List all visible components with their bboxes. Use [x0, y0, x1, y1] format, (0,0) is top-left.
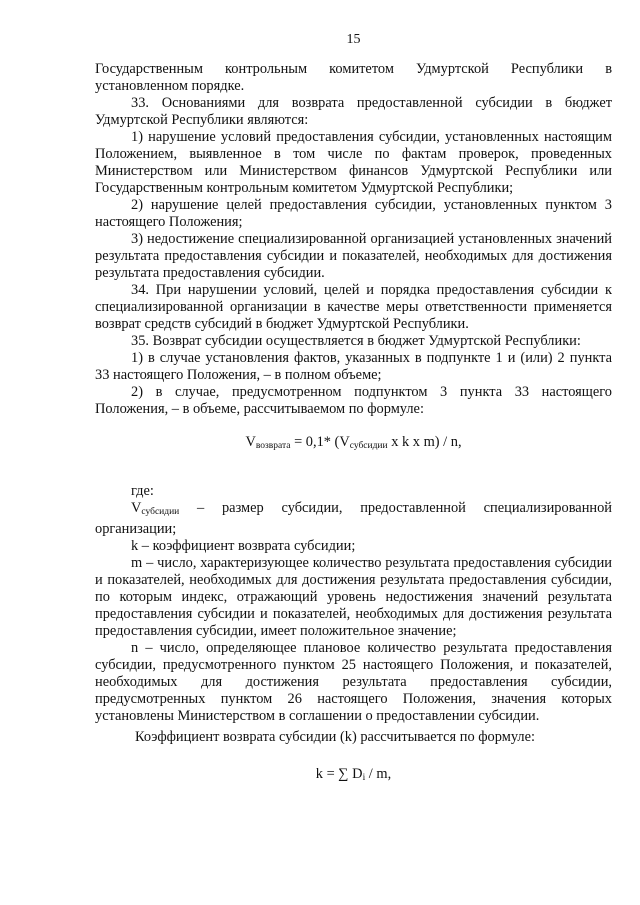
- formula-inner-subscript: субсидии: [349, 441, 388, 451]
- formula-coefficient: [95, 766, 612, 787]
- definition-m: m – число, характеризующее количество результата предоставления субсидии и показателей, необходимых для достижения результата предоставления субсидии, по которым индекс, отражающий уровень недостижения значений результата предоставления субсидии и показателей, необходимых для достижения результата предоставления субсидии, имеет положительное значение;: [95, 555, 612, 639]
- definition-k: k – коэффициент возврата субсидии;: [131, 538, 356, 554]
- formula2-subscript: i: [362, 773, 366, 783]
- definition-v: [95, 500, 612, 538]
- paragraph-35: 35. Возврат субсидии осуществляется в бюджет Удмуртской Республики:: [131, 333, 581, 349]
- formula-v-subscript: возврата: [255, 441, 291, 451]
- document-page: [95, 0, 612, 905]
- definition-n: n – число, определяющее плановое количество результата предоставления субсидии, предусмотренного пунктом 25 настоящего Положения, и показателей, необходимых для достижения результата предоставления субсидии, предусмотренных пунктом 26 настоящего Положения, значения которых установлены Министерством в соглашении о предоставлении субсидии.: [95, 640, 612, 724]
- paragraph-34: 34. При нарушении условий, целей и порядка предоставления субсидии к специализированной организации в качестве меры ответственности применяется возврат средств субсидий в бюджет Удмуртской Республики.: [95, 282, 612, 332]
- formula2-lead: k = ∑ D: [315, 766, 363, 782]
- definition-v-subscript: субсидии: [141, 507, 180, 517]
- document-body: [95, 61, 612, 787]
- formula-refund-volume: [95, 434, 612, 455]
- paragraph-continuation: Государственным контрольным комитетом Удмуртской Республики в установленном порядке.: [95, 61, 612, 94]
- paragraph-33: 33. Основаниями для возврата предоставленной субсидии в бюджет Удмуртской Республики являются:: [95, 95, 612, 128]
- paragraph-35-1: 1) в случае установления фактов, указанных в подпункте 1 и (или) 2 пункта 33 настоящего Положения, – в полном объеме;: [95, 350, 612, 383]
- formula2-tail: / m,: [365, 766, 392, 782]
- formula-tail: x k x m) / n,: [387, 434, 462, 450]
- paragraph-33-2: 2) нарушение целей предоставления субсидии, установленных пунктом 3 настоящего Положения;: [95, 197, 612, 230]
- where-label: где:: [131, 483, 154, 499]
- coefficient-intro: Коэффициент возврата субсидии (k) рассчитывается по формуле:: [135, 729, 535, 745]
- page-number: 15: [346, 32, 361, 47]
- formula-v: V: [245, 434, 256, 450]
- formula-mid: = 0,1* (V: [290, 434, 350, 450]
- paragraph-35-2: 2) в случае, предусмотренном подпунктом 3 пункта 33 настоящего Положения, – в объеме, рассчитываемом по формуле:: [95, 384, 612, 417]
- definition-v-symbol: V: [131, 500, 142, 516]
- paragraph-33-3: 3) недостижение специализированной организацией установленных значений результата предоставления субсидии и показателей, необходимых для достижения результата предоставления субсидии.: [95, 231, 612, 281]
- paragraph-33-1: 1) нарушение условий предоставления субсидии, установленных настоящим Положением, выявленное в том числе по фактам проверок, проведенных Министерством или Министерством финансов Удмуртской Республики или Государственным контрольным комитетом Удмуртской Республики;: [95, 129, 612, 196]
- definition-v-text: – размер субсидии, предоставленной специализированной организации;: [95, 500, 612, 537]
